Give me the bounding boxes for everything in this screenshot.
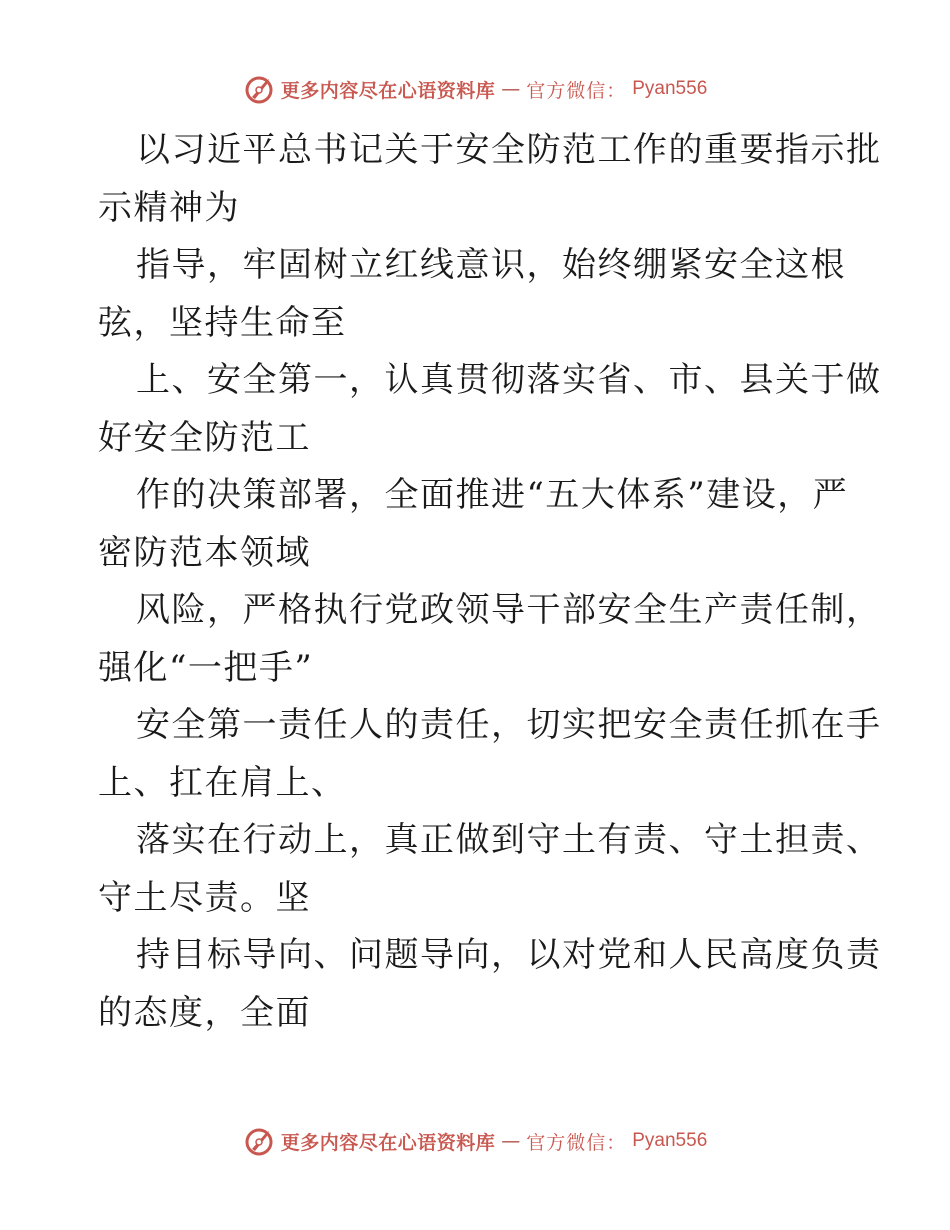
watermark-wechat-id: Pyan556: [632, 78, 708, 99]
watermark-label: 官方微信：: [526, 1131, 627, 1154]
watermark-label: 官方微信：: [526, 79, 627, 102]
text-line: 强化“一把手”: [98, 647, 314, 688]
text-line: 弦，坚持生命至: [98, 302, 347, 343]
watermark-separator: —: [501, 78, 521, 100]
text-line: 的态度，全面: [98, 992, 311, 1033]
text-line: 风险，严格执行党政领导干部安全生产责任制，: [136, 590, 882, 630]
watermark-wechat-id: Pyan556: [632, 1130, 708, 1151]
watermark-separator: —: [501, 1130, 521, 1152]
watermark-title: 更多内容尽在心语资料库: [280, 79, 496, 102]
watermark-title: 更多内容尽在心语资料库: [280, 1131, 496, 1154]
text-line: 上、扛在肩上、: [98, 762, 347, 803]
text-line: 守土尽责。坚: [98, 877, 311, 918]
header-watermark: [0, 73, 950, 105]
logo-icon: [243, 1125, 275, 1157]
logo-icon: [243, 73, 275, 105]
text-line: 示精神为: [98, 187, 240, 228]
footer-watermark: [0, 1125, 950, 1157]
text-line: 落实在行动上，真正做到守土有责、守土担责、: [136, 820, 882, 860]
text-line: 上、安全第一，认真贯彻落实省、市、县关于做: [136, 360, 882, 400]
text-line: 持目标导向、问题导向，以对党和人民高度负责: [136, 935, 882, 975]
text-line: 好安全防范工: [98, 417, 311, 458]
text-line: 以习近平总书记关于安全防范工作的重要指示批: [136, 130, 882, 170]
text-line: 指导，牢固树立红线意识，始终绷紧安全这根: [136, 245, 846, 285]
document-body: [98, 122, 882, 1042]
text-line: 密防范本领域: [98, 532, 311, 573]
text-line: 安全第一责任人的责任，切实把安全责任抓在手: [136, 705, 882, 745]
text-line: 作的决策部署，全面推进“五大体系”建设，严: [136, 475, 849, 515]
